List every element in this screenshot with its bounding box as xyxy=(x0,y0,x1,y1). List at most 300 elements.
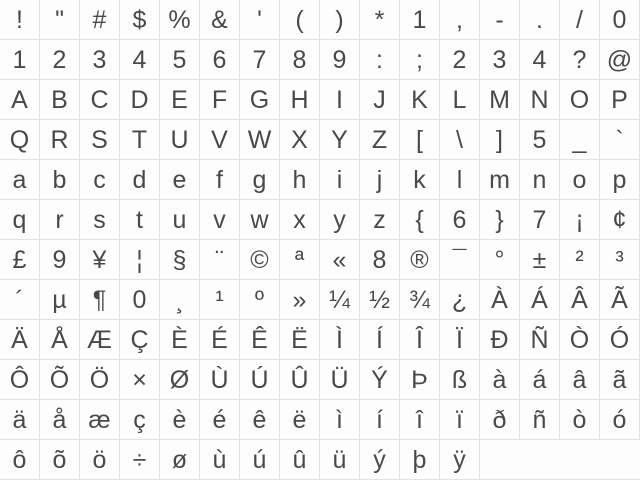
glyph-cell[interactable] xyxy=(0,440,40,480)
glyph-cell[interactable] xyxy=(0,0,40,40)
glyph-cell[interactable] xyxy=(120,0,160,40)
glyph: ë xyxy=(292,405,307,434)
glyph: Ö xyxy=(89,365,110,394)
glyph-cell[interactable] xyxy=(600,120,640,160)
glyph-cell[interactable] xyxy=(280,440,320,480)
glyph-cell[interactable] xyxy=(200,440,240,480)
glyph-cell[interactable] xyxy=(120,200,160,240)
glyph-cell[interactable] xyxy=(80,360,120,400)
glyph: ß xyxy=(451,365,468,394)
glyph-cell[interactable] xyxy=(320,200,360,240)
glyph-cell[interactable] xyxy=(0,280,40,320)
glyph-cell[interactable] xyxy=(280,240,320,280)
glyph-cell[interactable] xyxy=(600,80,640,120)
glyph-cell[interactable] xyxy=(40,360,80,400)
glyph-cell[interactable] xyxy=(360,40,400,80)
glyph-cell[interactable] xyxy=(280,200,320,240)
glyph-cell[interactable] xyxy=(280,400,320,440)
glyph: " xyxy=(55,5,64,34)
glyph: 8 xyxy=(292,45,307,74)
glyph: _ xyxy=(572,125,587,154)
empty-cell xyxy=(600,440,640,480)
glyph-cell[interactable] xyxy=(520,360,560,400)
glyph-cell[interactable] xyxy=(0,200,40,240)
glyph-cell[interactable] xyxy=(600,240,640,280)
glyph: I xyxy=(336,85,343,114)
glyph-cell[interactable] xyxy=(200,0,240,40)
glyph-cell[interactable] xyxy=(160,0,200,40)
glyph: î xyxy=(416,405,423,434)
glyph: 6 xyxy=(452,205,467,234)
glyph-cell[interactable] xyxy=(120,440,160,480)
glyph: û xyxy=(292,445,307,474)
glyph-cell[interactable] xyxy=(160,80,200,120)
glyph-cell[interactable] xyxy=(480,160,520,200)
glyph-cell[interactable] xyxy=(80,440,120,480)
glyph-cell[interactable] xyxy=(520,0,560,40)
glyph-cell[interactable] xyxy=(400,160,440,200)
glyph-cell[interactable] xyxy=(0,400,40,440)
glyph: 2 xyxy=(52,45,67,74)
glyph: È xyxy=(171,325,188,354)
glyph-cell[interactable] xyxy=(240,400,280,440)
glyph-cell[interactable] xyxy=(0,240,40,280)
glyph-cell[interactable] xyxy=(200,360,240,400)
glyph-cell[interactable] xyxy=(0,160,40,200)
glyph: b xyxy=(52,165,67,194)
glyph: ï xyxy=(456,405,463,434)
glyph-cell[interactable] xyxy=(160,200,200,240)
glyph-cell[interactable] xyxy=(40,80,80,120)
glyph-cell[interactable] xyxy=(40,40,80,80)
glyph: « xyxy=(332,245,347,274)
glyph-cell[interactable] xyxy=(40,160,80,200)
glyph-cell[interactable] xyxy=(400,80,440,120)
glyph: Æ xyxy=(87,325,112,354)
glyph-cell[interactable] xyxy=(400,320,440,360)
glyph-cell[interactable] xyxy=(200,40,240,80)
glyph: è xyxy=(172,405,187,434)
glyph-cell[interactable] xyxy=(320,160,360,200)
glyph-cell[interactable] xyxy=(280,40,320,80)
glyph-cell[interactable] xyxy=(320,240,360,280)
glyph-cell[interactable] xyxy=(40,280,80,320)
glyph: ¡ xyxy=(575,205,584,234)
glyph: n xyxy=(532,165,547,194)
glyph: ¹ xyxy=(215,285,224,314)
glyph: ù xyxy=(212,445,227,474)
glyph: & xyxy=(211,5,228,34)
glyph: ) xyxy=(335,5,344,34)
glyph-cell[interactable] xyxy=(40,0,80,40)
glyph-cell[interactable] xyxy=(520,400,560,440)
glyph: c xyxy=(93,165,106,194)
glyph: { xyxy=(415,205,424,234)
glyph-cell[interactable] xyxy=(80,320,120,360)
glyph-cell[interactable] xyxy=(120,280,160,320)
glyph-cell[interactable] xyxy=(400,0,440,40)
glyph-cell[interactable] xyxy=(320,40,360,80)
glyph: / xyxy=(576,5,583,34)
glyph: ä xyxy=(12,405,27,434)
glyph: B xyxy=(51,85,68,114)
glyph-cell[interactable] xyxy=(200,80,240,120)
glyph: 6 xyxy=(212,45,227,74)
glyph-cell[interactable] xyxy=(560,400,600,440)
glyph: @ xyxy=(606,45,633,74)
glyph-cell[interactable] xyxy=(560,80,600,120)
glyph-cell[interactable] xyxy=(360,240,400,280)
glyph-cell[interactable] xyxy=(600,160,640,200)
glyph: x xyxy=(293,205,306,234)
glyph: z xyxy=(373,205,386,234)
glyph: k xyxy=(413,165,426,194)
glyph: C xyxy=(90,85,109,114)
glyph: S xyxy=(91,125,108,154)
glyph-cell[interactable] xyxy=(480,280,520,320)
glyph: q xyxy=(12,205,27,234)
glyph-cell[interactable] xyxy=(480,40,520,80)
glyph: ´ xyxy=(15,285,24,314)
glyph-cell[interactable] xyxy=(120,40,160,80)
glyph-cell[interactable] xyxy=(480,0,520,40)
glyph-cell[interactable] xyxy=(80,200,120,240)
glyph-cell[interactable] xyxy=(520,80,560,120)
glyph: } xyxy=(495,205,504,234)
glyph: ê xyxy=(252,405,267,434)
glyph-cell[interactable] xyxy=(200,320,240,360)
glyph-cell[interactable] xyxy=(40,120,80,160)
glyph-cell[interactable] xyxy=(240,200,280,240)
glyph: ¼ xyxy=(329,285,350,314)
glyph-cell[interactable] xyxy=(40,440,80,480)
glyph: y xyxy=(333,205,346,234)
glyph: ª xyxy=(294,245,305,274)
glyph-cell[interactable] xyxy=(520,320,560,360)
glyph: » xyxy=(292,285,307,314)
glyph-cell[interactable] xyxy=(440,360,480,400)
glyph: e xyxy=(172,165,187,194)
glyph: 4 xyxy=(532,45,547,74)
glyph-cell[interactable] xyxy=(520,120,560,160)
glyph-cell[interactable] xyxy=(480,400,520,440)
glyph: × xyxy=(132,365,147,394)
glyph-cell[interactable] xyxy=(240,320,280,360)
glyph: 3 xyxy=(92,45,107,74)
glyph-cell[interactable] xyxy=(480,320,520,360)
glyph: ½ xyxy=(369,285,390,314)
glyph: ® xyxy=(410,245,429,274)
glyph-cell[interactable] xyxy=(200,200,240,240)
glyph-cell[interactable] xyxy=(160,400,200,440)
glyph: Í xyxy=(376,325,383,354)
glyph: a xyxy=(12,165,27,194)
glyph-cell[interactable] xyxy=(280,0,320,40)
glyph-cell[interactable] xyxy=(400,40,440,80)
glyph-cell[interactable] xyxy=(80,240,120,280)
glyph: , xyxy=(456,5,463,34)
glyph-cell[interactable] xyxy=(440,0,480,40)
glyph: 0 xyxy=(612,5,627,34)
glyph-cell[interactable] xyxy=(200,240,240,280)
glyph: Û xyxy=(290,365,309,394)
glyph-cell[interactable] xyxy=(160,280,200,320)
glyph-cell[interactable] xyxy=(560,280,600,320)
glyph: í xyxy=(376,405,383,434)
glyph-cell[interactable] xyxy=(520,240,560,280)
glyph-cell[interactable] xyxy=(360,440,400,480)
glyph: ø xyxy=(171,445,188,474)
glyph-cell[interactable] xyxy=(440,200,480,240)
glyph-cell[interactable] xyxy=(200,280,240,320)
glyph: g xyxy=(252,165,267,194)
glyph-cell[interactable] xyxy=(40,200,80,240)
glyph-cell[interactable] xyxy=(360,120,400,160)
glyph: ¨ xyxy=(215,245,224,274)
glyph: å xyxy=(52,405,67,434)
glyph-cell[interactable] xyxy=(320,0,360,40)
glyph-cell[interactable] xyxy=(560,240,600,280)
glyph: K xyxy=(411,85,428,114)
glyph-cell[interactable] xyxy=(120,400,160,440)
glyph: p xyxy=(612,165,627,194)
glyph-cell[interactable] xyxy=(240,240,280,280)
glyph-cell[interactable] xyxy=(440,240,480,280)
glyph: W xyxy=(247,125,272,154)
glyph-cell[interactable] xyxy=(240,440,280,480)
glyph-cell[interactable] xyxy=(200,400,240,440)
glyph: * xyxy=(374,5,385,34)
glyph-cell[interactable] xyxy=(160,360,200,400)
empty-cell xyxy=(520,440,560,480)
glyph-cell[interactable] xyxy=(360,280,400,320)
glyph-cell[interactable] xyxy=(160,160,200,200)
glyph-cell[interactable] xyxy=(360,320,400,360)
glyph-cell[interactable] xyxy=(440,160,480,200)
glyph: V xyxy=(211,125,228,154)
glyph-cell[interactable] xyxy=(480,360,520,400)
glyph-cell[interactable] xyxy=(360,200,400,240)
glyph: ( xyxy=(295,5,304,34)
glyph: § xyxy=(172,245,187,274)
glyph-cell[interactable] xyxy=(440,320,480,360)
glyph-cell[interactable] xyxy=(560,360,600,400)
glyph-cell[interactable] xyxy=(200,160,240,200)
glyph-cell[interactable] xyxy=(360,400,400,440)
glyph: ã xyxy=(612,365,627,394)
glyph: õ xyxy=(52,445,67,474)
glyph-cell[interactable] xyxy=(240,80,280,120)
glyph: ! xyxy=(16,5,23,34)
glyph: Î xyxy=(416,325,423,354)
glyph: . xyxy=(536,5,543,34)
glyph-cell[interactable] xyxy=(400,360,440,400)
glyph-cell[interactable] xyxy=(400,440,440,480)
glyph-cell[interactable] xyxy=(480,120,520,160)
glyph-cell[interactable] xyxy=(120,120,160,160)
glyph-cell[interactable] xyxy=(160,440,200,480)
glyph-cell[interactable] xyxy=(120,240,160,280)
glyph: ¸ xyxy=(175,285,184,314)
glyph-cell[interactable] xyxy=(560,120,600,160)
glyph-cell[interactable] xyxy=(320,320,360,360)
glyph-cell[interactable] xyxy=(80,80,120,120)
glyph-cell[interactable] xyxy=(80,40,120,80)
glyph-cell[interactable] xyxy=(240,120,280,160)
glyph-cell[interactable] xyxy=(400,400,440,440)
glyph-cell[interactable] xyxy=(520,280,560,320)
glyph-cell[interactable] xyxy=(440,80,480,120)
glyph-cell[interactable] xyxy=(0,40,40,80)
glyph: Ó xyxy=(609,325,630,354)
glyph: ó xyxy=(612,405,627,434)
glyph-cell[interactable] xyxy=(160,120,200,160)
glyph-cell[interactable] xyxy=(360,160,400,200)
glyph: F xyxy=(211,85,228,114)
glyph-cell[interactable] xyxy=(440,120,480,160)
glyph-cell[interactable] xyxy=(600,40,640,80)
glyph: t xyxy=(136,205,143,234)
glyph-cell[interactable] xyxy=(560,320,600,360)
glyph-cell[interactable] xyxy=(600,320,640,360)
glyph: $ xyxy=(132,5,147,34)
glyph-cell[interactable] xyxy=(400,240,440,280)
glyph-cell[interactable] xyxy=(560,160,600,200)
glyph: ú xyxy=(252,445,267,474)
glyph-cell[interactable] xyxy=(560,40,600,80)
glyph-cell[interactable] xyxy=(400,280,440,320)
glyph-cell[interactable] xyxy=(120,320,160,360)
glyph: H xyxy=(290,85,309,114)
glyph-cell[interactable] xyxy=(240,360,280,400)
glyph-cell[interactable] xyxy=(120,80,160,120)
glyph-cell[interactable] xyxy=(480,200,520,240)
glyph-cell[interactable] xyxy=(80,120,120,160)
glyph-cell[interactable] xyxy=(360,0,400,40)
glyph: G xyxy=(249,85,270,114)
glyph-cell[interactable] xyxy=(280,120,320,160)
glyph-cell[interactable] xyxy=(400,120,440,160)
glyph-cell[interactable] xyxy=(280,320,320,360)
glyph: r xyxy=(55,205,64,234)
glyph-cell[interactable] xyxy=(440,280,480,320)
glyph-cell[interactable] xyxy=(600,360,640,400)
glyph: U xyxy=(170,125,189,154)
glyph: u xyxy=(172,205,187,234)
glyph-cell[interactable] xyxy=(480,240,520,280)
glyph-cell[interactable] xyxy=(0,360,40,400)
glyph-cell[interactable] xyxy=(240,0,280,40)
glyph-cell[interactable] xyxy=(80,160,120,200)
glyph: ò xyxy=(572,405,587,434)
glyph: À xyxy=(491,285,508,314)
glyph-cell[interactable] xyxy=(280,160,320,200)
glyph-cell[interactable] xyxy=(240,40,280,80)
glyph-cell[interactable] xyxy=(320,280,360,320)
glyph: Ñ xyxy=(530,325,549,354)
glyph-cell[interactable] xyxy=(520,200,560,240)
glyph: - xyxy=(495,5,504,34)
glyph: % xyxy=(168,5,191,34)
glyph-cell[interactable] xyxy=(440,40,480,80)
glyph-cell[interactable] xyxy=(320,80,360,120)
glyph: ? xyxy=(572,45,587,74)
glyph-cell[interactable] xyxy=(240,160,280,200)
glyph-cell[interactable] xyxy=(360,360,400,400)
glyph-cell[interactable] xyxy=(520,160,560,200)
glyph-cell[interactable] xyxy=(120,360,160,400)
glyph-cell[interactable] xyxy=(280,80,320,120)
glyph: 1 xyxy=(12,45,27,74)
glyph: A xyxy=(11,85,28,114)
glyph: ° xyxy=(494,245,505,274)
glyph-cell[interactable] xyxy=(80,400,120,440)
glyph: 1 xyxy=(412,5,427,34)
glyph-cell[interactable] xyxy=(320,440,360,480)
glyph-cell[interactable] xyxy=(160,240,200,280)
glyph: Ù xyxy=(210,365,229,394)
glyph-cell[interactable] xyxy=(280,360,320,400)
glyph: ` xyxy=(615,125,624,154)
glyph-cell[interactable] xyxy=(280,280,320,320)
glyph-cell[interactable] xyxy=(440,440,480,480)
glyph-cell[interactable] xyxy=(600,0,640,40)
glyph-cell[interactable] xyxy=(440,400,480,440)
glyph-cell[interactable] xyxy=(400,200,440,240)
glyph-cell[interactable] xyxy=(120,160,160,200)
glyph: O xyxy=(569,85,590,114)
glyph-cell[interactable] xyxy=(600,200,640,240)
glyph-cell[interactable] xyxy=(360,80,400,120)
glyph-cell[interactable] xyxy=(320,400,360,440)
glyph-cell[interactable] xyxy=(80,280,120,320)
glyph-cell[interactable] xyxy=(560,0,600,40)
glyph-cell[interactable] xyxy=(40,400,80,440)
glyph: ÷ xyxy=(132,445,147,474)
glyph-cell[interactable] xyxy=(320,120,360,160)
glyph: f xyxy=(216,165,223,194)
glyph: ; xyxy=(416,45,423,74)
glyph-cell[interactable] xyxy=(200,120,240,160)
glyph-cell[interactable] xyxy=(0,80,40,120)
glyph: ¿ xyxy=(451,285,468,314)
glyph-cell[interactable] xyxy=(160,40,200,80)
glyph-cell[interactable] xyxy=(320,360,360,400)
glyph-cell[interactable] xyxy=(520,40,560,80)
glyph-cell[interactable] xyxy=(0,120,40,160)
glyph-cell[interactable] xyxy=(40,240,80,280)
glyph-cell[interactable] xyxy=(480,80,520,120)
glyph-cell[interactable] xyxy=(40,320,80,360)
glyph: ' xyxy=(257,5,262,34)
glyph: 0 xyxy=(132,285,147,314)
glyph: P xyxy=(611,85,628,114)
glyph-cell[interactable] xyxy=(160,320,200,360)
glyph-cell[interactable] xyxy=(560,200,600,240)
glyph: [ xyxy=(416,125,423,154)
glyph-cell[interactable] xyxy=(80,0,120,40)
glyph-cell[interactable] xyxy=(0,320,40,360)
glyph: Ü xyxy=(330,365,349,394)
glyph: Ú xyxy=(250,365,269,394)
glyph: h xyxy=(292,165,307,194)
glyph: Ê xyxy=(251,325,268,354)
glyph: ö xyxy=(92,445,107,474)
glyph: ] xyxy=(496,125,503,154)
glyph-cell[interactable] xyxy=(240,280,280,320)
glyph-cell[interactable] xyxy=(600,400,640,440)
glyph-cell[interactable] xyxy=(600,280,640,320)
